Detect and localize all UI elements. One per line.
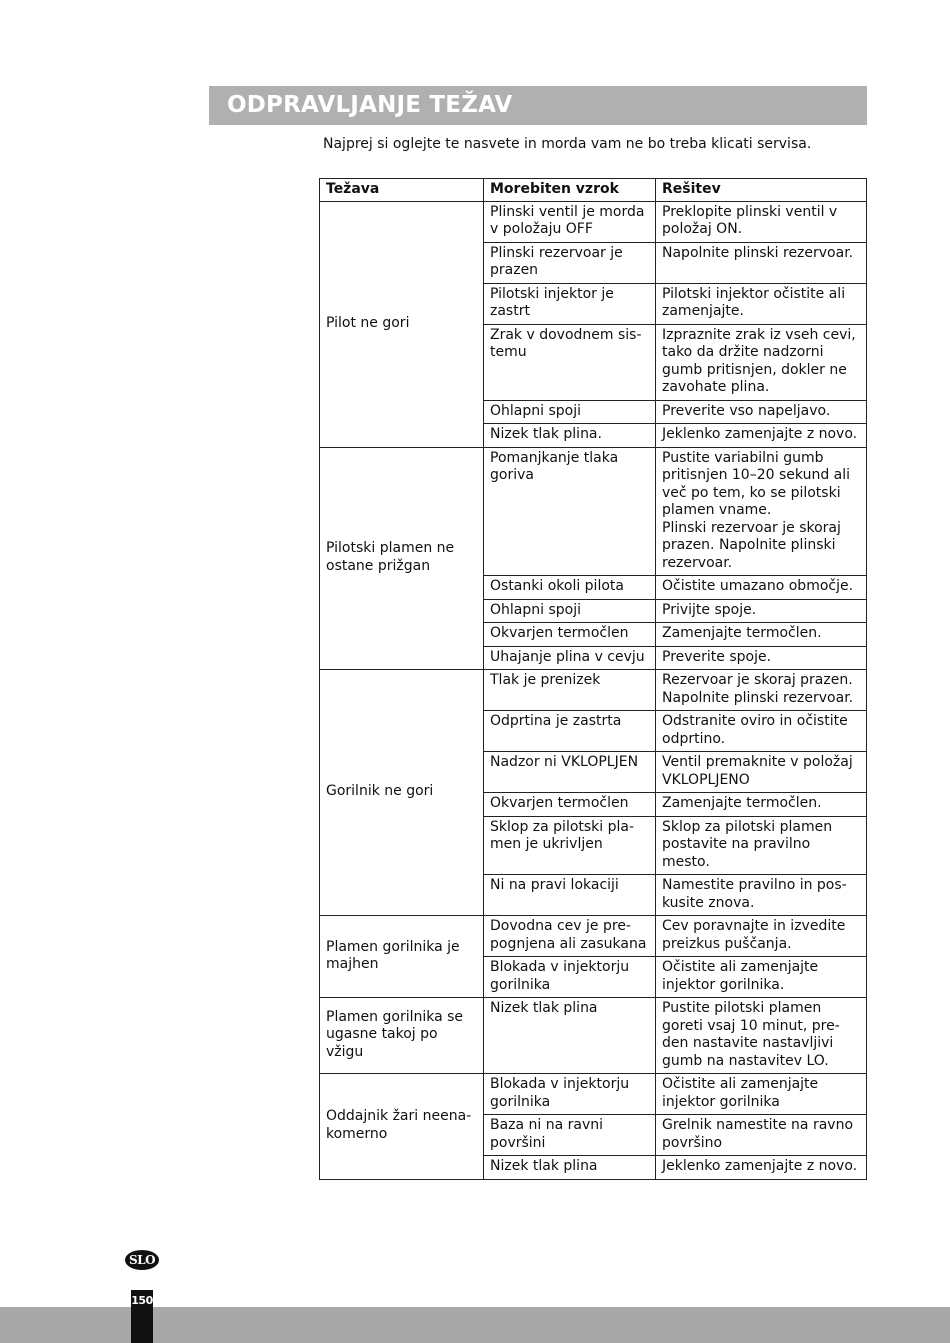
solution-text: Pustite pilotski plamen goreti vsaj 10 minut, pre-den nastavite nastavljivi gumb na nastavitev LO. xyxy=(662,1000,840,1069)
solution-cell xyxy=(656,242,867,283)
solution-cell xyxy=(656,1115,867,1156)
header-problem: Težava xyxy=(320,179,484,202)
solution-text: Očistite ali zamenjajte injektor gorilnika. xyxy=(662,959,819,993)
solution-cell xyxy=(656,711,867,752)
solution-cell xyxy=(656,957,867,998)
solution-text: Napolnite plinski rezervoar. xyxy=(662,244,854,261)
page-title: ODPRAVLJANJE TEŽAV xyxy=(209,86,867,125)
solution-text: Odstranite oviro in očistite odprtino. xyxy=(662,713,848,747)
table-row xyxy=(320,670,867,711)
solution-cell xyxy=(656,1156,867,1180)
cause-cell: Ohlapni spoji xyxy=(484,599,656,623)
cause-cell: Nizek tlak plina xyxy=(484,998,656,1074)
solution-text: Jeklenko zamenjajte z novo. xyxy=(662,426,858,442)
cause-cell: Nizek tlak plina. xyxy=(484,424,656,448)
solution-text: Plinski rezervoar je skoraj prazen. Napolnite plinski rezervoar. xyxy=(662,519,841,571)
solution-text: Jeklenko zamenjajte z novo. xyxy=(662,1158,858,1174)
cause-cell: Odprtina je zastrta xyxy=(484,711,656,752)
problem-cell: Plamen gorilnika je majhen xyxy=(320,916,484,998)
cause-cell: Okvarjen termočlen xyxy=(484,793,656,817)
cause-cell: Pilotski injektor je zastrt xyxy=(484,283,656,324)
solution-cell xyxy=(656,576,867,600)
table-row xyxy=(320,998,867,1074)
cause-cell: Sklop za pilotski pla-men je ukrivljen xyxy=(484,816,656,875)
table-body xyxy=(320,201,867,1179)
solution-cell xyxy=(656,752,867,793)
solution-text: Pilotski injektor očistite ali zamenjajte. xyxy=(662,285,846,319)
solution-text: Očistite umazano območje. xyxy=(662,578,854,594)
cause-cell: Uhajanje plina v cevju xyxy=(484,646,656,670)
problem-cell: Pilotski plamen ne ostane prižgan xyxy=(320,447,484,670)
table-row xyxy=(320,201,867,242)
solution-cell xyxy=(656,424,867,448)
solution-text: Preverite spoje. xyxy=(662,648,772,665)
solution-cell xyxy=(656,400,867,424)
solution-cell xyxy=(656,816,867,875)
cause-cell: Ni na pravi lokaciji xyxy=(484,875,656,916)
cause-cell: Okvarjen termočlen xyxy=(484,623,656,647)
cause-cell: Plinski ventil je morda v položaju OFF xyxy=(484,201,656,242)
solution-cell xyxy=(656,623,867,647)
language-badge: SLO xyxy=(125,1250,159,1270)
header-solution: Rešitev xyxy=(656,179,867,202)
cause-cell: Nadzor ni VKLOPLJEN xyxy=(484,752,656,793)
solution-text: Sklop za pilotski plamen postavite na pravilno mesto. xyxy=(662,818,833,870)
solution-text: Izpraznite zrak iz vseh cevi, tako da držite nadzorni gumb pritisnjen, dokler ne zavohate plina. xyxy=(662,326,856,395)
cause-cell: Pomanjkanje tlaka goriva xyxy=(484,447,656,576)
solution-text: Cev poravnajte in izvedite preizkus puščanja. xyxy=(662,918,846,952)
solution-cell xyxy=(656,1074,867,1115)
solution-text: Namestite pravilno in pos-kusite znova. xyxy=(662,877,847,911)
problem-cell: Plamen gorilnika se ugasne takoj po vžigu xyxy=(320,998,484,1074)
troubleshooting-table xyxy=(319,178,867,1180)
solution-text: Pustite variabilni gumb pritisnjen 10–20 sekund ali več po tem, ko se pilotski plamen vname. xyxy=(662,449,851,518)
solution-text: Zamenjajte termočlen. xyxy=(662,625,822,641)
table-row xyxy=(320,447,867,576)
table-row xyxy=(320,916,867,957)
solution-text: Preklopite plinski ventil v položaj ON. xyxy=(662,203,838,237)
page-number: 150 xyxy=(131,1294,153,1307)
cause-cell: Ohlapni spoji xyxy=(484,400,656,424)
cause-cell: Nizek tlak plina xyxy=(484,1156,656,1180)
cause-cell: Ostanki okoli pilota xyxy=(484,576,656,600)
solution-cell xyxy=(656,646,867,670)
cause-cell: Blokada v injektorju gorilnika xyxy=(484,1074,656,1115)
solution-cell xyxy=(656,916,867,957)
solution-cell xyxy=(656,283,867,324)
solution-text: Rezervoar je skoraj prazen. Napolnite plinski rezervoar. xyxy=(662,672,854,706)
solution-text: Privijte spoje. xyxy=(662,601,757,618)
solution-cell xyxy=(656,793,867,817)
solution-text: Ventil premaknite v položaj VKLOPLJENO xyxy=(662,754,853,788)
header-cause: Morebiten vzrok xyxy=(484,179,656,202)
cause-cell: Tlak je prenizek xyxy=(484,670,656,711)
solution-cell xyxy=(656,324,867,400)
cause-cell: Zrak v dovodnem sis-temu xyxy=(484,324,656,400)
table-row xyxy=(320,1074,867,1115)
solution-cell xyxy=(656,998,867,1074)
solution-cell xyxy=(656,447,867,576)
solution-cell xyxy=(656,599,867,623)
problem-cell: Oddajnik žari neena-komerno xyxy=(320,1074,484,1180)
solution-cell xyxy=(656,670,867,711)
table-header-row xyxy=(320,179,867,202)
solution-text: Očistite ali zamenjajte injektor gorilnika xyxy=(662,1076,819,1110)
solution-text: Zamenjajte termočlen. xyxy=(662,795,822,811)
intro-text: Najprej si oglejte te nasvete in morda vam ne bo treba klicati servisa. xyxy=(323,136,812,152)
solution-text: Grelnik namestite na ravno površino xyxy=(662,1117,854,1151)
solution-cell xyxy=(656,201,867,242)
problem-cell: Gorilnik ne gori xyxy=(320,670,484,916)
problem-cell: Pilot ne gori xyxy=(320,201,484,447)
cause-cell: Plinski rezervoar je prazen xyxy=(484,242,656,283)
cause-cell: Blokada v injektorju gorilnika xyxy=(484,957,656,998)
cause-cell: Baza ni na ravni površini xyxy=(484,1115,656,1156)
solution-text: Preverite vso napeljavo. xyxy=(662,402,831,419)
solution-cell xyxy=(656,875,867,916)
cause-cell: Dovodna cev je pre-pognjena ali zasukana xyxy=(484,916,656,957)
